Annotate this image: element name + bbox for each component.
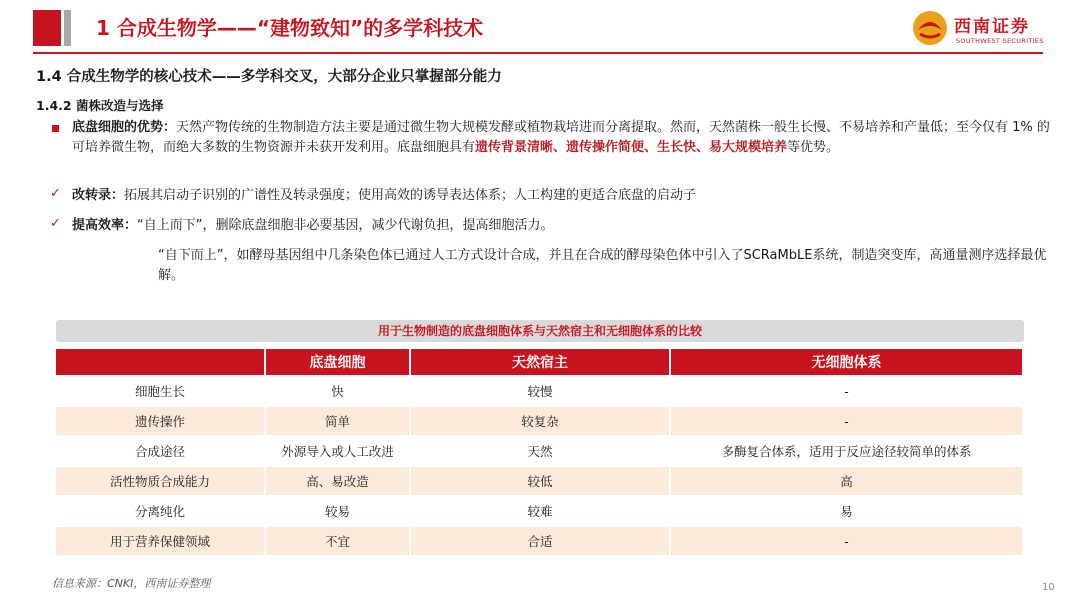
- table-row: [56, 467, 1024, 495]
- sub-section-title: 1.4.2 菌株改造与选择: [36, 98, 164, 113]
- check-paragraph-efficiency: [72, 216, 1052, 236]
- table-row: [56, 377, 1024, 405]
- check-paragraph-transcription: [72, 186, 1052, 206]
- table-row: [56, 437, 1024, 465]
- table-cell: 天然: [411, 437, 671, 465]
- table-header-cell: 底盘细胞: [266, 349, 411, 375]
- bullet-label: 底盘细胞的优势：: [72, 120, 177, 135]
- check-label: 改转录：: [72, 188, 125, 203]
- header-red-block: [33, 10, 61, 46]
- table-cell: 外源导入或人工改进: [266, 437, 411, 465]
- logo-english-text: SOUTHWEST SECURITIES: [956, 37, 1044, 45]
- table-cell: 合成途径: [56, 437, 266, 465]
- slide-header: [0, 0, 1080, 58]
- table-header-cell: 无细胞体系: [671, 349, 1024, 375]
- table-cell: 易: [671, 497, 1024, 525]
- table-cell: 细胞生长: [56, 377, 266, 405]
- table-cell: 高、易改造: [266, 467, 411, 495]
- bullet-paragraph-chassis-advantage: [72, 118, 1052, 158]
- table-cell: 较慢: [411, 377, 671, 405]
- table-cell: 用于营养保健领域: [56, 527, 266, 555]
- source-note: 信息来源：CNKI，西南证券整理: [52, 577, 211, 590]
- page-number: 10: [1042, 582, 1055, 593]
- table-cell: 较易: [266, 497, 411, 525]
- table-row: [56, 527, 1024, 555]
- square-bullet-icon: [52, 125, 59, 132]
- table-cell: 分离纯化: [56, 497, 266, 525]
- logo-chinese-text: 西南证券: [954, 17, 1030, 37]
- bullet-tail: 等优势。: [787, 140, 840, 155]
- table-cell: 高: [671, 467, 1024, 495]
- table-cell: 较低: [411, 467, 671, 495]
- table-cell: 较复杂: [411, 407, 671, 435]
- table-caption: [56, 320, 1024, 342]
- table-cell: 多酶复合体系，适用于反应途径较简单的体系: [671, 437, 1024, 465]
- bullet-highlight: 遗传背景清晰、遗传操作简便、生长快、易大规模培养: [475, 140, 788, 155]
- table-row: [56, 407, 1024, 435]
- table-header-row: [56, 349, 1024, 375]
- table-header-cell: 天然宿主: [411, 349, 671, 375]
- table-row: [56, 497, 1024, 525]
- header-grey-block: [64, 10, 71, 46]
- table-cell: -: [671, 377, 1024, 405]
- table-caption-text: 用于生物制造的底盘细胞体系与天然宿主和无细胞体系的比较: [377, 324, 702, 338]
- table-cell: 遗传操作: [56, 407, 266, 435]
- table-cell: -: [671, 407, 1024, 435]
- check-icon: ✓: [50, 186, 61, 201]
- header-divider: [33, 52, 1043, 54]
- table-cell: 较难: [411, 497, 671, 525]
- table-header-cell: [56, 349, 266, 375]
- check-icon: ✓: [50, 216, 61, 231]
- check-text: 拓展其启动子识别的广谱性及转录强度；使用高效的诱导表达体系；人工构建的更适合底盘的启动子: [124, 188, 697, 203]
- company-logo: [912, 10, 1052, 50]
- comparison-table: [56, 347, 1024, 557]
- table-cell: 活性物质合成能力: [56, 467, 266, 495]
- logo-emblem-icon: [912, 10, 948, 46]
- check-text: “自上而下”，删除底盘细胞非必要基因，减少代谢负担，提高细胞活力。: [137, 218, 554, 233]
- table-cell: -: [671, 527, 1024, 555]
- slide-title: 1 合成生物学——“建物致知”的多学科技术: [96, 16, 484, 40]
- section-title: 1.4 合成生物学的核心技术——多学科交叉，大部分企业只掌握部分能力: [36, 69, 502, 85]
- table-cell: 合适: [411, 527, 671, 555]
- check-label: 提高效率：: [72, 218, 138, 233]
- table-cell: 简单: [266, 407, 411, 435]
- table-cell: 快: [266, 377, 411, 405]
- bullet-text: 天然产物传统的生物制造方法主要是通过微生物大规模发酵或植物栽培进而分离提取。然而，天然菌株一般生长慢、不易培养和产量低；至今仅有 1% 的可培养微生物，而绝大多数的生物资源并未获开发利用。底盘细胞具有: [72, 120, 1050, 155]
- check-paragraph-efficiency-continued: “自下而上”，如酵母基因组中几条染色体已通过人工方式设计合成，并且在合成的酵母染色体中引入了SCRaMbLE系统，制造突变库，高通量测序选择最优解。: [158, 248, 1047, 283]
- table-cell: 不宜: [266, 527, 411, 555]
